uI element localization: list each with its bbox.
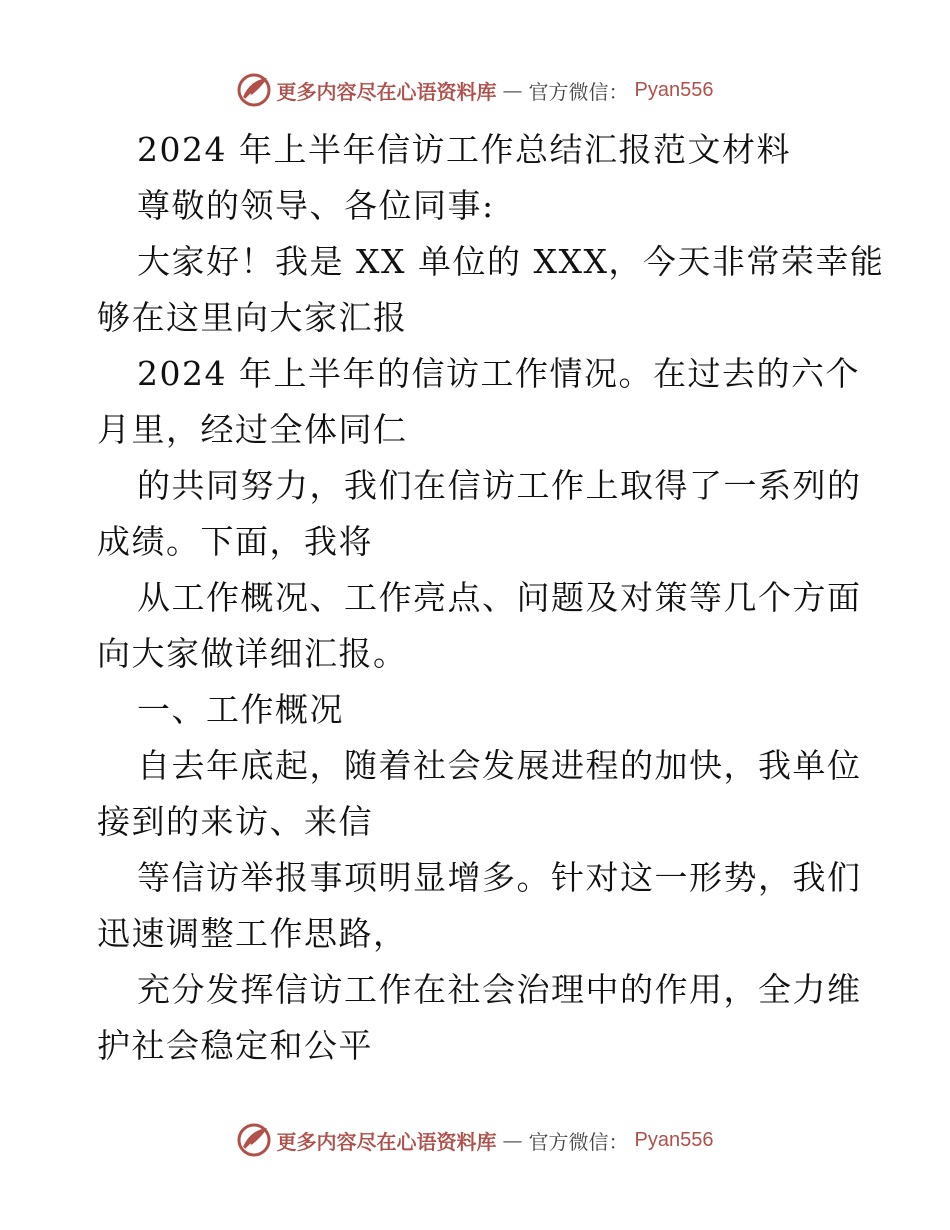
watermark-text: 更多内容尽在心语资料库 [276, 79, 497, 104]
watermark-text: 更多内容尽在心语资料库 [276, 1129, 497, 1154]
paragraph-line: 从工作概况、工作亮点、问题及对策等几个方面 [137, 578, 862, 617]
paragraph-line: 成绩。下面，我将 [97, 522, 373, 561]
paragraph-line: 月里，经过全体同仁 [97, 410, 408, 449]
watermark-wechat-label: 官方微信： [528, 79, 629, 104]
footer-watermark [0, 1120, 950, 1160]
paragraph-line: 大家好！我是 XX 单位的 XXX，今天非常荣幸能 [137, 242, 885, 281]
watermark-separator: — [502, 1128, 523, 1152]
paragraph-line: 接到的来访、来信 [97, 802, 373, 841]
paragraph-line: 等信访举报事项明显增多。针对这一形势，我们 [137, 858, 862, 897]
watermark-wechat-label: 官方微信： [528, 1129, 629, 1154]
paragraph-line: 向大家做详细汇报。 [97, 634, 408, 673]
watermark-wechat-id: Pyan556 [634, 78, 714, 101]
quill-pen-logo-icon [237, 73, 271, 107]
paragraph-line: 护社会稳定和公平 [97, 1026, 373, 1065]
paragraph-line: 2024 年上半年的信访工作情况。在过去的六个 [137, 354, 860, 393]
paragraph-line: 迅速调整工作思路， [97, 914, 408, 953]
document-body [97, 122, 885, 1074]
paragraph-line: 够在这里向大家汇报 [97, 298, 408, 337]
section-heading: 一、工作概况 [137, 690, 344, 729]
paragraph-line: 充分发挥信访工作在社会治理中的作用，全力维 [137, 970, 862, 1009]
watermark-separator: — [502, 78, 523, 102]
document-title: 2024 年上半年信访工作总结汇报范文材料 [137, 130, 791, 169]
paragraph-line: 自去年底起，随着社会发展进程的加快，我单位 [137, 746, 862, 785]
salutation: 尊敬的领导、各位同事: [137, 186, 495, 225]
quill-pen-logo-icon [237, 1123, 271, 1157]
watermark-wechat-id: Pyan556 [634, 1128, 714, 1151]
header-watermark [0, 70, 950, 110]
paragraph-line: 的共同努力，我们在信访工作上取得了一系列的 [137, 466, 862, 505]
